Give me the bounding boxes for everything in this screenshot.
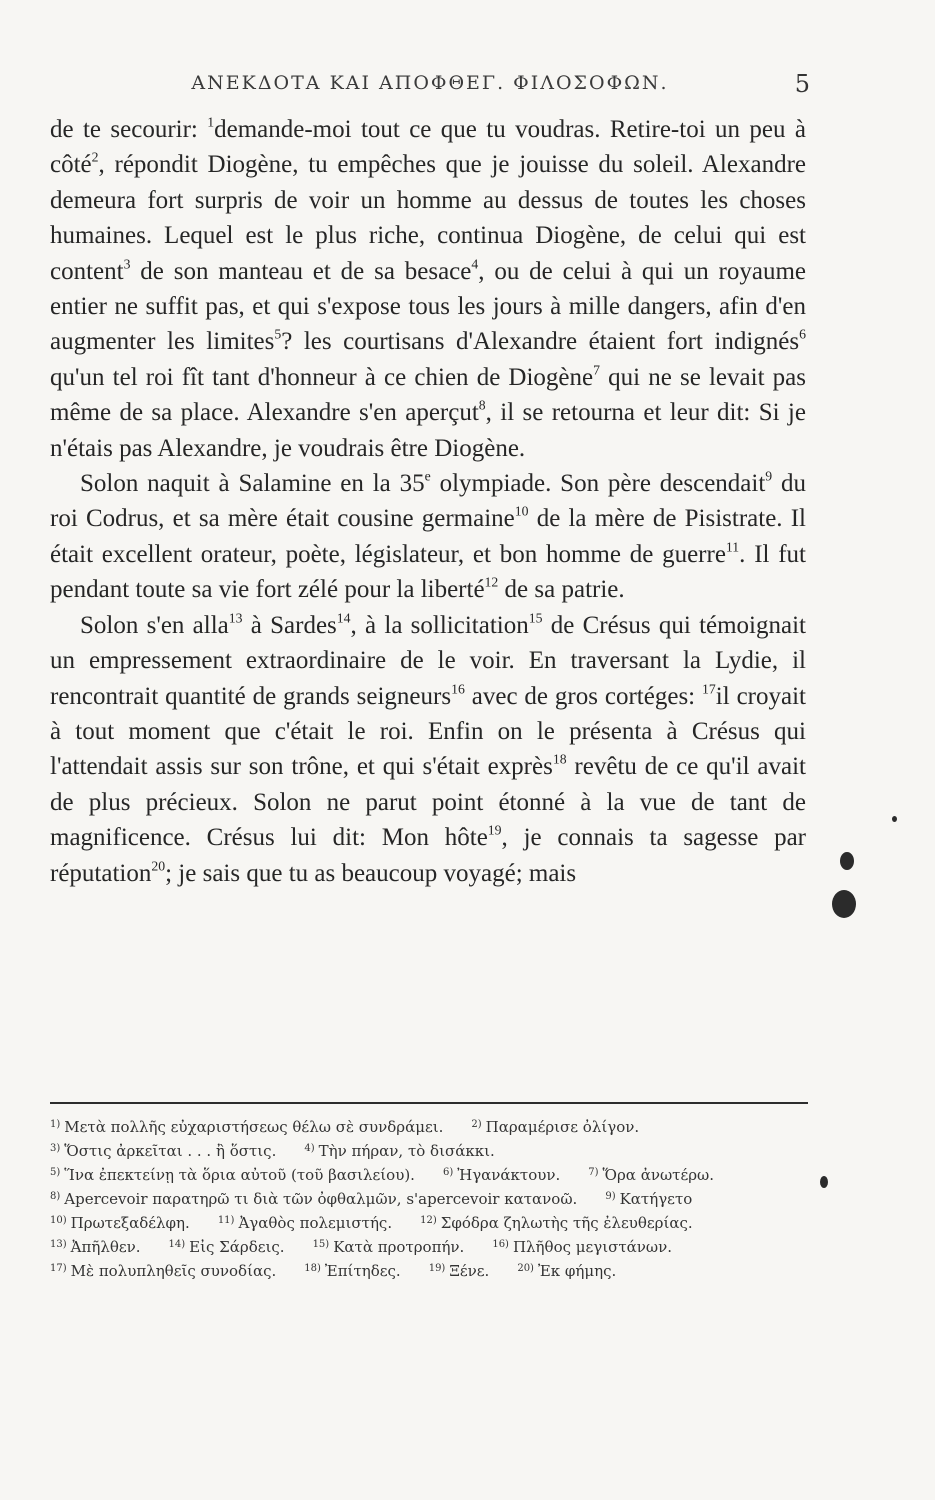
text-run: il croyait à tout moment que c'était le roi. Enfin on le présenta à Crésus qui l'attendait assis sur son trône, et qui s'était exprès (50, 682, 806, 781)
footnote-number: 7) (588, 1167, 599, 1178)
footnote (50, 1186, 577, 1210)
footnote-text: Μετὰ πολλῆς εὐχαριστήσεως θέλω σὲ συνδράμει. (64, 1118, 444, 1136)
footnote-number: 18) (304, 1263, 321, 1274)
footnote-text: Τὴν πήραν, τὸ δισάκκι. (318, 1142, 495, 1160)
footnote (313, 1234, 465, 1258)
footnote-text: Παραμέρισε ὀλίγον. (485, 1118, 640, 1136)
footnote (605, 1186, 692, 1210)
footnote-text: Apercevoir παρατηρῶ τι διὰ τῶν ὀφθαλμῶν, s'apercevoir κατανοῶ. (64, 1190, 578, 1208)
footnote-text: Μὲ πολυπληθεῖς συνοδίας. (70, 1262, 277, 1280)
footnote (169, 1234, 285, 1258)
footnote (588, 1162, 714, 1186)
text-run: ; je sais que tu as beaucoup voyagé; mais (165, 859, 577, 887)
text-run: de la mère de Pisistrate. Il était excellent orateur, poète, législateur, et bon homme de guerre (50, 505, 806, 568)
footnote-number: 9) (605, 1191, 616, 1202)
text-run: . Il fut pendant toute sa vie fort zélé pour la liberté (50, 540, 806, 604)
footnote-text: Ἐπίτηδες. (324, 1262, 401, 1280)
text-run: Solon naquit à Salamine en la 35 (80, 470, 425, 498)
text-run: de son manteau et de sa besace (130, 257, 472, 285)
footnote-text: Κατὰ προτροπήν. (333, 1238, 465, 1256)
text-run: , je connais ta sagesse par réputation (50, 824, 806, 887)
footnote-ref: 1 (207, 114, 215, 130)
running-title: ΑΝΕΚΔΟΤΑ ΚΑΙ ΑΠΟΦΘΕΓ. ΦΙΛΟΣΟΦΩΝ. (191, 72, 669, 94)
main-text (50, 112, 806, 891)
footnote-number: 12) (420, 1215, 437, 1226)
text-run: demande-moi tout ce que tu voudras. Retire-toi un peu à côté (50, 116, 806, 179)
footnote-ref: 13 (228, 610, 243, 626)
paragraph (50, 466, 806, 608)
text-run: , ou de celui à qui un royaume entier ne suffit pas, et qui s'expose tous les jours à mille dangers, afin d'en augmenter les limites (50, 257, 806, 356)
text-run: de sa patrie. (498, 576, 625, 604)
footnote-text: Ξένε. (449, 1262, 490, 1280)
footnote-text: Σφόδρα ζηλωτὴς τῆς ἐλευθερίας. (440, 1214, 693, 1232)
footnote-number: 5) (50, 1167, 61, 1178)
footnote (50, 1210, 190, 1234)
footnote-ref: 12 (484, 574, 499, 590)
footnote-text: Κατήγετο (619, 1190, 693, 1208)
footnote-number: 2) (471, 1119, 482, 1130)
footnote-ref: 6 (799, 327, 806, 343)
footnote-text: Ἀγαθὸς πολεμιστής. (238, 1214, 393, 1232)
footnote-ref: 14 (336, 610, 351, 626)
text-run: olympiade. Son père descendait (430, 470, 766, 498)
footnote-ref: 20 (151, 858, 166, 874)
footnote-ref: 16 (451, 681, 465, 697)
footnote-rule (50, 1102, 808, 1104)
footnote-number: 14) (168, 1239, 186, 1250)
footnote-text: Ἀπῆλθεν. (70, 1238, 141, 1256)
footnote-ref: 17 (702, 681, 716, 697)
text-run: du roi Codrus, et sa mère était cousine germaine (50, 470, 807, 533)
footnotes (50, 1114, 810, 1282)
text-run: qu'un tel roi fît tant d'honneur à ce chien de Diogène (50, 363, 594, 391)
footnote-number: 17) (50, 1263, 67, 1274)
ink-blot (840, 852, 854, 870)
footnote (50, 1258, 276, 1282)
ink-blot (832, 890, 856, 918)
footnote-number: 19) (428, 1263, 446, 1274)
footnote (492, 1234, 672, 1258)
footnote-ref: e (424, 468, 431, 484)
footnote-text: Ἐκ φήμης. (537, 1262, 617, 1280)
footnote-number: 3) (50, 1143, 61, 1154)
footnote (429, 1258, 490, 1282)
footnote-ref: 15 (528, 610, 543, 626)
paragraph (50, 112, 806, 466)
footnote (420, 1210, 693, 1234)
footnote-number: 10) (50, 1215, 67, 1226)
text-run: de te secourir: (50, 116, 208, 143)
footnote-ref: 3 (123, 256, 131, 272)
ink-blot (892, 816, 897, 822)
footnote-ref: 4 (471, 256, 479, 272)
footnote (304, 1138, 494, 1162)
footnote (218, 1210, 392, 1234)
footnote-text: Ὅρα ἀνωτέρω. (602, 1166, 715, 1184)
footnote (443, 1162, 560, 1186)
text-run: ? les courtisans d'Alexandre étaient fort indignés (281, 328, 800, 356)
footnote-ref: 8 (478, 397, 486, 413)
footnote-ref: 2 (91, 150, 99, 166)
footnote-number: 16) (492, 1239, 509, 1250)
footnote-number: 15) (312, 1239, 330, 1250)
footnote-text: Πρωτεξαδέλφη. (70, 1214, 190, 1232)
text-run: Solon s'en alla (80, 611, 229, 639)
text-run: qui ne se levait pas même de sa place. Alexandre s'en aperçut (50, 363, 806, 427)
footnote-text: Ὅστις ἀρκεῖται . . . ἢ ὅστις. (64, 1142, 277, 1160)
ink-blot (820, 1176, 828, 1188)
page-number: 5 (794, 70, 810, 98)
footnote-ref: 11 (725, 539, 740, 555)
paragraph (50, 608, 806, 891)
text-run: , répondit Diogène, tu empêches que je jouisse du soleil. Alexandre demeura fort surpris de voir un homme au dessus de toutes les choses humaines. Lequel est le plus riche, continua Diogène, de celui qui est content (50, 151, 806, 285)
footnote-text: Ἠγανάκτουν. (457, 1166, 561, 1184)
footnote (50, 1234, 141, 1258)
text-run: avec de gros cortéges: (464, 682, 703, 710)
footnote-text: Ἵνα ἐπεκτείνῃ τὰ ὅρια αὐτοῦ (τοῦ βασιλείου). (64, 1166, 415, 1184)
text-run: à Sardes (242, 611, 337, 639)
footnote (517, 1258, 616, 1282)
running-header (50, 72, 810, 104)
footnote-ref: 7 (593, 362, 601, 378)
text-run: de Crésus qui témoignait un empressement extraordinaire de le voir. En traversant la Lydie, il rencontrait quantité de grands seigneurs (50, 611, 806, 710)
footnote-ref: 19 (487, 822, 502, 838)
text-run: , à la sollicitation (350, 611, 529, 639)
footnote-ref: 10 (514, 504, 529, 520)
footnote-number: 8) (50, 1191, 61, 1202)
footnote-number: 6) (442, 1167, 454, 1178)
footnote (471, 1114, 639, 1138)
footnote-number: 1) (50, 1119, 61, 1130)
footnote-number: 4) (304, 1143, 315, 1154)
footnote-number: 11) (217, 1215, 235, 1226)
footnote (50, 1162, 415, 1186)
footnote-text: Πλῆθος μεγιστάνων. (512, 1238, 673, 1256)
footnote (304, 1258, 400, 1282)
footnote-text: Εἰς Σάρδεις. (189, 1238, 285, 1256)
footnote (50, 1138, 276, 1162)
footnote-number: 20) (517, 1263, 534, 1274)
footnote-ref: 9 (765, 468, 773, 484)
text-run: revêtu de ce qu'il avait de plus précieux. Solon ne parut point étonné à la vue de tant de magnificence. Crésus lui dit: Mon hôte (50, 753, 807, 852)
footnote-number: 13) (50, 1239, 67, 1250)
text-run: , il se retourna et leur dit: Si je n'étais pas Alexandre, je voudrais être Diogène. (50, 399, 806, 462)
footnote (50, 1114, 443, 1138)
footnote-ref: 18 (552, 752, 567, 767)
footnote-ref: 5 (274, 327, 282, 343)
